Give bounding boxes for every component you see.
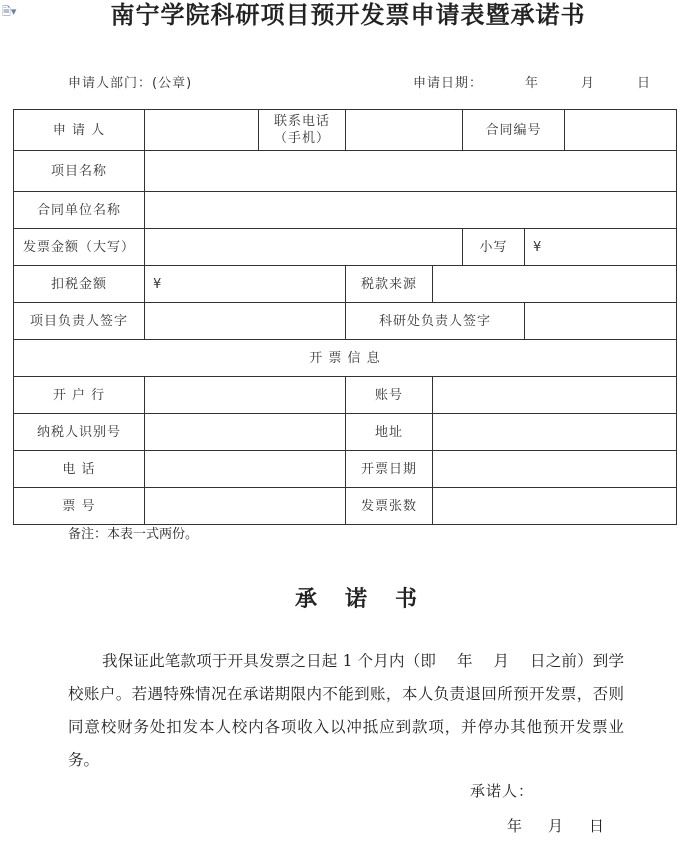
pledge-body: 我保证此笔款项于开具发票之日起 1 个月内（即 年 月 日之前）到学校账户。若遇特殊情况在承诺期限内不能到账，本人负责退回所预开发票，否则同意校财务处扣发本人校内各项收入以冲抵应到款项，并停办其他预开发票业务。 xyxy=(68,652,624,769)
date-day: 日 xyxy=(637,76,652,91)
contract-unit-value[interactable] xyxy=(145,192,677,229)
row-invoice-info xyxy=(14,340,677,377)
page-title: 南宁学院科研项目预开发票申请表暨承诺书 xyxy=(110,0,586,29)
address-value[interactable] xyxy=(433,414,677,451)
tax-amount-label: 扣税金额 xyxy=(14,266,145,303)
application-date xyxy=(413,72,651,91)
contract-unit-label: 合同单位名称 xyxy=(14,192,145,229)
project-name-label: 项目名称 xyxy=(14,151,145,192)
date-year: 年 xyxy=(525,76,540,91)
address-label: 地址 xyxy=(346,414,433,451)
pledge-year: 年 xyxy=(507,817,523,835)
phone-label-line1: 联系电话 xyxy=(273,114,330,129)
row-applicant xyxy=(14,110,677,151)
bank-label: 开 户 行 xyxy=(14,377,145,414)
invoice-count-label: 发票张数 xyxy=(346,488,433,525)
taxpayer-id-label: 纳税人识别号 xyxy=(14,414,145,451)
tax-source-label: 税款来源 xyxy=(346,266,433,303)
leader-sign-value[interactable] xyxy=(145,303,346,340)
phone-value[interactable] xyxy=(346,110,463,151)
row-tax xyxy=(14,266,677,303)
amount-upper-value[interactable] xyxy=(145,229,463,266)
row-phone xyxy=(14,451,677,488)
office-sign-value[interactable] xyxy=(525,303,677,340)
tax-amount-value[interactable]: ¥ xyxy=(145,266,346,303)
invoice-count-value[interactable] xyxy=(433,488,677,525)
invoice-date-value[interactable] xyxy=(433,451,677,488)
dept-label: 申请人部门：(公章) xyxy=(68,76,193,91)
phone2-label: 电 话 xyxy=(14,451,145,488)
pledge-date xyxy=(507,815,630,836)
application-form-table xyxy=(13,109,677,525)
pledge-day: 日 xyxy=(589,817,605,835)
leader-sign-label: 项目负责人签字 xyxy=(14,303,145,340)
amount-lower-label: 小写 xyxy=(463,229,525,266)
office-sign-label: 科研处负责人签字 xyxy=(346,303,525,340)
pledge-title: 承诺书 xyxy=(294,586,445,612)
phone2-value[interactable] xyxy=(145,451,346,488)
row-bank xyxy=(14,377,677,414)
applicant-value[interactable] xyxy=(145,110,259,151)
amount-upper-label: 发票金额（大写） xyxy=(14,229,145,266)
phone-label xyxy=(259,110,346,151)
document-icon: 🗎▾ xyxy=(2,5,17,18)
row-project-name xyxy=(14,151,677,192)
contract-no-value[interactable] xyxy=(565,110,677,151)
project-name-value[interactable] xyxy=(145,151,677,192)
taxpayer-id-value[interactable] xyxy=(145,414,346,451)
phone-label-line2: （手机） xyxy=(273,131,330,146)
row-contract-unit xyxy=(14,192,677,229)
invoice-date-label: 开票日期 xyxy=(346,451,433,488)
ticket-no-value[interactable] xyxy=(145,488,346,525)
form-note: 备注：本表一式两份。 xyxy=(68,527,199,542)
row-signatures xyxy=(14,303,677,340)
pledge-month: 月 xyxy=(548,817,564,835)
date-label: 申请日期： xyxy=(413,76,484,91)
bank-value[interactable] xyxy=(145,377,346,414)
date-month: 月 xyxy=(581,76,596,91)
contract-no-label: 合同编号 xyxy=(463,110,565,151)
amount-lower-value[interactable]: ¥ xyxy=(525,229,677,266)
row-taxpayer xyxy=(14,414,677,451)
account-label: 账号 xyxy=(346,377,433,414)
row-ticket xyxy=(14,488,677,525)
row-amount xyxy=(14,229,677,266)
applicant-label: 申 请 人 xyxy=(14,110,145,151)
signer-label: 承诺人： xyxy=(470,782,535,800)
account-value[interactable] xyxy=(433,377,677,414)
tax-source-value[interactable] xyxy=(433,266,677,303)
invoice-info-heading: 开 票 信 息 xyxy=(14,340,677,377)
ticket-no-label: 票 号 xyxy=(14,488,145,525)
